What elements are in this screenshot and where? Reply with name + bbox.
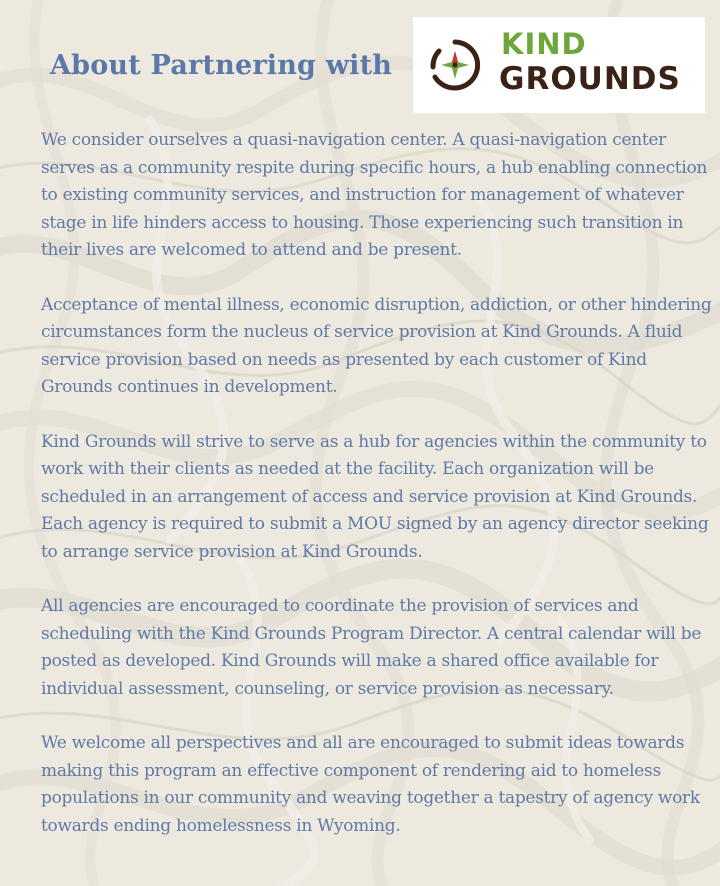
paragraph-navigation-center: We consider ourselves a quasi-navigation center. A quasi-navigation center serves as a community respite during specific hours, a hub enabling connection to existing community services, and instruction for management of whatever stage in life hinders access to housing. Those experiencing such transition in their lives are welcomed to attend and be present. [41,130,708,260]
paragraph-agency-hub: Kind Grounds will strive to serve as a hub for agencies within the community to work with their clients as needed at the facility. Each organization will be scheduled in an arrangement of access and service provision at Kind Grounds. Each agency is required to submit a MOU signed by an agency director seeking to arrange service provision at Kind Grounds. [41,431,709,562]
paragraph-acceptance: Acceptance of mental illness, economic disruption, addiction, or other hindering circumstances form the nucleus of service provision at Kind Grounds. A fluid service provision based on needs as presented by each customer of Kind Grounds continues in development. [41,294,712,397]
paragraph-coordination: All agencies are encouraged to coordinate the provision of services and scheduling with the Kind Grounds Program Director. A central calendar will be posted as developed. Kind Grounds will make a shared office available for individual assessment, counseling, or service provision as necessary. [41,596,702,699]
kind-grounds-logo [413,17,705,113]
article-body [41,127,713,867]
paragraph-welcome: We welcome all perspectives and all are encouraged to submit ideas towards making this program an effective component of rendering aid to homeless populations in our community and weaving together a tapestry of agency work towards ending homelessness in Wyoming. [41,733,700,836]
page-heading: About Partnering with [50,50,393,81]
logo-text-grounds: GROUNDS [499,61,681,97]
compass-logo-icon [427,37,483,93]
logo-text-kind: KIND [501,27,587,61]
